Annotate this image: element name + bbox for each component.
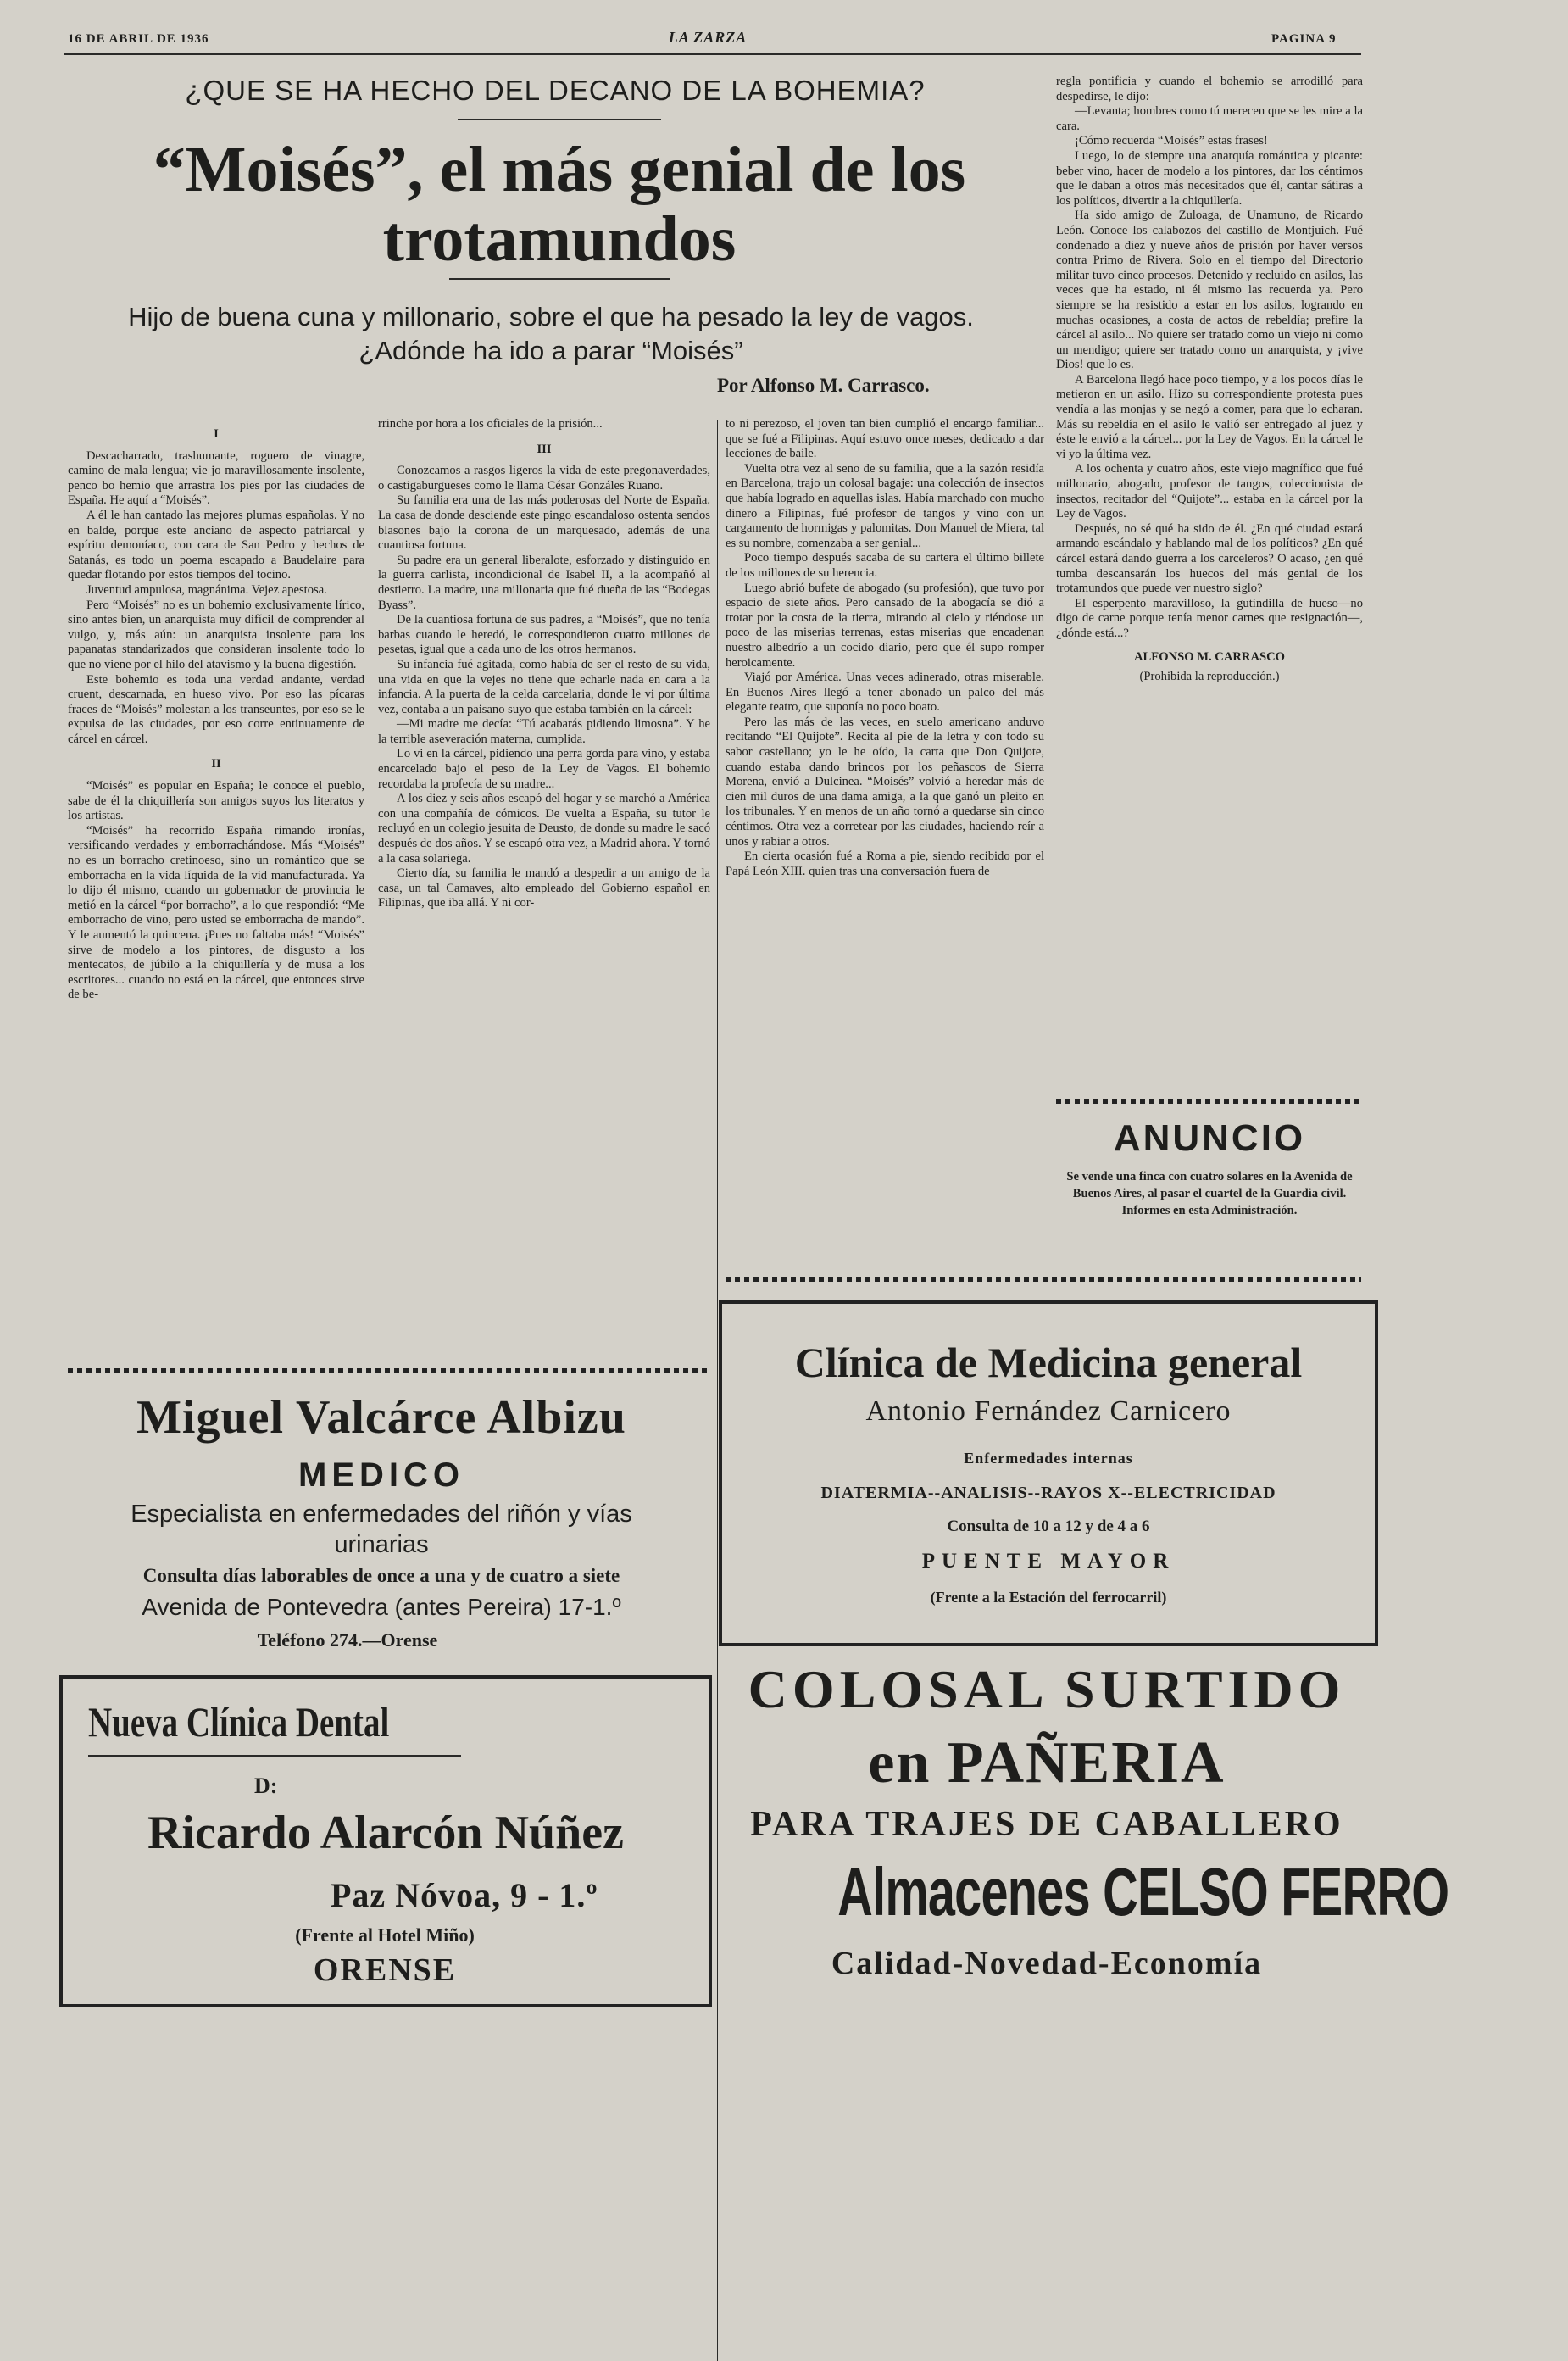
article-paragraph: Poco tiempo después sacaba de su cartera el último billete de los millones de su herencia. [726,551,1044,580]
article-paragraph: —Mi madre me decía: “Tú acabarás pidiendo limosna”. Y he la terrible aseveración materna, cumplida. [378,717,710,746]
ad-clinica-dental [59,1675,712,2007]
medico-address: Avenida de Pontevedra (antes Pereira) 17-1.º [142,1594,621,1620]
dental-prefix: D: [254,1774,278,1798]
masthead: LA ZARZA [668,29,748,46]
article-paragraph: A él le han cantado las mejores plumas españolas. Y no en balde, porque este anciano de aspecto patriarcal y espíritu demoníaco, con cara de San Pedro y hechos de Satanás, es todo un poema escapado a Baudelaire para quedar flotando por estos tiempos del tocino. [68,508,364,582]
panos-subheadline: en PAÑERIA [868,1730,1226,1796]
article-paragraph: rrinche por hora a los oficiales de la prisión... [378,417,603,431]
article-paragraph: to ni perezoso, el joven tan bien cumplió el encargo familiar... que se fué a Filipinas. Aquí estuvo once meses, dedicado a dar lecciones de baile. [726,417,1044,461]
article-paragraph: En cierta ocasión fué a Roma a pie, siendo recibido por el Papá León XIII. quien tras una conversación fuera de [726,849,1044,878]
article-paragraph: Conozcamos a rasgos ligeros la vida de este pregonaverdades, o castigaburgueses como le llama César Gonzáles Ruano. [378,464,710,493]
dental-reference: (Frente al Hotel Miño) [295,1924,475,1946]
article-paragraph: “Moisés” es popular en España; le conoce el pueblo, sabe de él la chiquillería son amigos suyos los literatos y los artistas. [68,779,364,823]
medico-role: MEDICO [298,1456,464,1494]
medico-phone: Teléfono 274.—Orense [257,1629,438,1651]
dental-title: Nueva Clínica Dental [88,1698,390,1746]
article-title-line1: “Moisés”, el más genial de los [153,134,966,205]
panos-slogan: Calidad-Novedad-Economía [831,1946,1263,1981]
article-paragraph: El esperpento maravilloso, la gutindilla de hueso—no digo de carne porque tenía menor carnes que resignación—, ¿dónde está...? [1056,596,1363,640]
article-paragraph: “Moisés” ha recorrido España rimando ironías, versificando verdades y emborrachándose. Más “Moisés” no es un borracho cretinoeso, sino un romántico que se emborracha en la vida líquida de la vid manufacturada. Ya lo dijo él mismo, cuando un gobernador de provincia le metió en la cárcel “por borracho”, a lo que respondió: “Me emborracho de vino, pero usted se emborracha de mando”. Y le aumentó la quincena. ¡Pues no faltaba más! “Moisés” sirve de modelo a los pintores, de disgusto a los mentecatos, de júbilo a la chiquillería y de musa a los escritores... cuando no está en la cárcel, que entonces sirve de be- [68,823,364,1002]
article-paragraph: regla pontificia y cuando el bohemio se arrodilló para despedirse, le dijo: [1056,75,1363,103]
article-paragraph: Su infancia fué agitada, como había de ser el resto de su vida, una vida en que la vejes no tiene que echarle nada en cara a la infancia. A la puerta de la celda carcelaria, donde le vi por última vez, contaba a un paisano suyo que estaba también en la cárcel: [378,657,710,716]
article-paragraph: Cierto día, su familia le mandó a despedir a un amigo de la casa, un tal Camaves, alto empleado del Gobierno español en Filipinas, que iba allá. Y ni cor- [378,866,710,910]
dental-title-rule [88,1755,461,1757]
reproduction-note: (Prohibida la reproducción.) [1139,670,1280,684]
article-paragraph: Pero “Moisés” no es un bohemio exclusivamente lírico, sino antes bien, un anarquista muy difícil de comprender al vulgo, y, más aún: un anarquista insolente para los papanatas standarizados que consideran insolente todo lo que no viene por el hilo del atavismo y la buena digestión. [68,598,364,671]
clinica-doctor: Antonio Fernández Carnicero [865,1395,1232,1427]
section-number: II [211,757,221,771]
medico-specialty: Especialista en enfermedades del riñón y vías [131,1501,632,1528]
column-rule [717,420,718,2361]
title-rule [449,278,670,280]
dental-doctor: Ricardo Alarcón Núñez [147,1807,625,1859]
article-paragraph: A Barcelona llegó hace poco tiempo, y a los pocos días le metieron en un asilo. Hizo su correspondiente protesta pues vendía a las monjas y se negó a comer, para que lo echaran. Más su rebeldía en el asilo le valió ser entregado al juez y éste le envió a la cárcel... por la Ley de Vagos. En la cárcel le vi yo la última vez. [1056,372,1363,461]
article-column-2 [378,417,710,1358]
article-title-line2: trotamundos [382,203,737,275]
clinica-title: Clínica de Medicina general [794,1339,1303,1386]
clinica-line2: DIATERMIA--ANALISIS--RAYOS X--ELECTRICIDAD [820,1484,1276,1502]
article-kicker: ¿QUE SE HA HECHO DEL DECANO DE LA BOHEMIA? [185,75,926,106]
article-paragraph: Viajó por América. Unas veces adinerado, otras miserable. En Buenos Aires llegó a tener abonado un palco del más elegante teatro, que suponía no poco boato. [726,671,1044,715]
header-rule [64,53,1361,55]
article-paragraph: Este bohemio es toda una verdad andante, verdad cruent, descarnada, en hueso vivo. Por eso las pícaras fraces de “Moisés” molestan a los transeuntes, por eso se le expulsa de las ciudades, por eso corre entinuamente de cárcel en cárcel. [68,672,364,746]
anuncio-text: Se vende una finca con cuatro solares en la Avenida de Buenos Aires, al pasar el cuartel de la Guardia civil. Informes en esta Administración. [1066,1170,1353,1217]
panos-headline: COLOSAL SURTIDO [748,1659,1346,1719]
article-paragraph: Su padre era un general liberalote, esforzado y distinguido en la guerra carlista, incondicional de Isabel II, a la acompañó al destierro. La madre, una millonaria que fué dueña de las “Bodegas Byass”. [378,553,710,612]
article-column-1 [68,417,364,1358]
article-paragraph: Después, no sé qué ha sido de él. ¿En qué ciudad estará armando escándalo y hablando mal de los políticos? ¿En qué cárcel estará dando guerra a los carceleros? O acaso, ¿en qué tumba descansarán los huecos del más genial de los trotamundos que puede ver nuestro siglo? [1056,521,1363,596]
medico-name: Miguel Valcárce Albizu [136,1391,626,1444]
article-paragraph: A los ochenta y cuatro años, este viejo magnífico que fué millonario, abogado, profesor de tangos, coleccionista de insectos, recitador del “Quijote”... estaba en la cárcel por la Ley de Vagos. [1056,462,1363,521]
anuncio-top-rule [1056,1099,1359,1104]
section-number: I [214,427,219,441]
article-paragraph: Juventud ampulosa, magnánima. Vejez apestosa. [86,582,327,597]
article-paragraph: De la cuantiosa fortuna de sus padres, a “Moisés”, que no tenía barbas cuando le heredó, le correspondieron cuatro millones de pesetas, igual que a cada uno de los otros hermanos. [378,613,710,657]
article-subtitle-line1: Hijo de buena cuna y millonario, sobre el que ha pesado la ley de vagos. [128,302,974,331]
clinica-line1: Enfermedades internas [964,1450,1133,1467]
article-paragraph: Descacharrado, trashumante, roguero de vinagre, camino de mala lengua; vie jo maravillosamente insolente, penco bo hemio que arrastra los pies por las ciudades de España. He aquí a “Moisés”. [68,448,364,508]
article-paragraph: Lo vi en la cárcel, pidiendo una perra gorda para vino, y estaba encarcelado bajo el peso de la Ley de Vagos. El bohemio recordaba la profecía de su madre... [378,747,710,791]
medico-specialty-2: urinarias [334,1531,429,1558]
page-number: PAGINA 9 [1271,32,1337,46]
article-paragraph: Vuelta otra vez al seno de su familia, que a la sazón residía en Barcelona, trajo un colosal bagaje: una colección de insectos que había logrado en aquellas islas. Había marchado con mucho dinero a Filipinas, fué profesor de tangos y vino con un cargamento de hormigas y palomitas. Don Manuel de Miera, tal es su nombre, comenzaba a ser genial... [726,461,1044,550]
anuncio-title: ANUNCIO [1113,1117,1306,1159]
section-number: III [537,442,552,456]
panos-tagline: PARA TRAJES DE CABALLERO [750,1805,1343,1844]
kicker-rule [458,119,661,120]
article-paragraph: Ha sido amigo de Zuloaga, de Unamuno, de Ricardo León. Conoce los calabozos del castillo de Montjuich. Fué condenado a diez y nueve años de prisión por haver versos contra Primo de Rivera. Solo en el tiempo del Directorio militar tuvo cinco procesos. Detenido y recluido en asilos, las veces que ha estado, ni él mismo las recuerda ya. Pero siempre se ha resistido a estar en los asilos, logrando en muchas ocasiones, a costa de actos de rebeldía; prefire la cárcel al asilo... No quiere ser tratado como un viejo ni como un mendigo; quiere ser tratado como un anarquista, y ¡vive Dios! que lo es. [1056,209,1363,372]
article-column-4 [1056,75,1363,1109]
clinica-reference: (Frente a la Estación del ferrocarril) [930,1589,1167,1606]
clinica-location: PUENTE MAYOR [921,1550,1176,1573]
medico-hours: Consulta días laborables de once a una y de cuatro a siete [142,1565,620,1586]
article-paragraph: Pero las más de las veces, en suelo americano anduvo recitando “El Quijote”. Recita al pie de la letra y con todo su sabor castellano; yo le he oído, la carta que Don Quijote, cuando estaba dando brincos por los peñascos de Sierra Morena, envió a Dulcinea. “Moisés” volvió a heredar más de cien mil duros de una dama amiga, a la que ganó un pleito en los tribunales. Y en menos de un año tornó a quedarse sin cinco céntimos. Otra vez a corretear por las ciudades, haciendo reír a unos y rabiar a otros. [726,715,1044,849]
article-paragraph: Su familia era una de las más poderosas del Norte de España. La casa de donde desciende este pingo escandaloso ostenta sendos blasones bajo la corona de un marquesado, además de una cuantiosa fortuna. [378,493,710,553]
article-paragraph: —Levanta; hombres como tú merecen que se les mire a la cara. [1056,104,1363,133]
dental-city: ORENSE [313,1952,457,1988]
issue-date: 16 DE ABRIL DE 1936 [68,32,209,46]
clinica-hours: Consulta de 10 a 12 y de 4 a 6 [947,1517,1150,1535]
article-signature: ALFONSO M. CARRASCO [1134,649,1285,664]
ad-clinica-medicina [719,1300,1378,1646]
article-paragraph: Luego, lo de siempre una anarquía romántica y picante: beber vino, hacer de modelo a los pintores, dar los céntimos que le daban a otros más necesitados que él, cantar sátiras a los políticos, divertir a la chiquillería. [1056,148,1363,208]
panos-store-name: Almacenes CELSO FERRO [837,1854,1449,1929]
article-byline: Por Alfonso M. Carrasco. [717,375,930,396]
article-paragraph: ¡Cómo recuerda “Moisés” estas frases! [1075,134,1268,148]
dental-address: Paz Nóvoa, 9 - 1.º [331,1876,598,1914]
article-paragraph: A los diez y seis años escapó del hogar y se marchó a América con una compañía de cómicos. De vuelta a España, su tutor le recluyó en un colegio jesuita de Deusto, de donde su madre le sacó después de dos años. Y se escapó otra vez, a Madrid ahora. Y tornó a la casa solariega. [378,792,710,866]
article-subtitle-line2: ¿Adónde ha ido a parar “Moisés” [359,336,743,365]
article-column-3 [726,417,1044,1248]
medico-top-rule [68,1368,709,1373]
clinica-top-rule [726,1277,1361,1282]
article-paragraph: Luego abrió bufete de abogado (su profesión), que tuvo por espacio de siete años. Pero cansado de la abogacía se dió a trotar por la costa de la tierra, mirando al cielo y riéndose un poco de las miserias terrenas, estas miserias que encadenan nuestro albedrío a un cocido diario, pero que él supo romper heroicamente. [726,581,1044,670]
panos-store-wrap [719,1853,1449,1938]
